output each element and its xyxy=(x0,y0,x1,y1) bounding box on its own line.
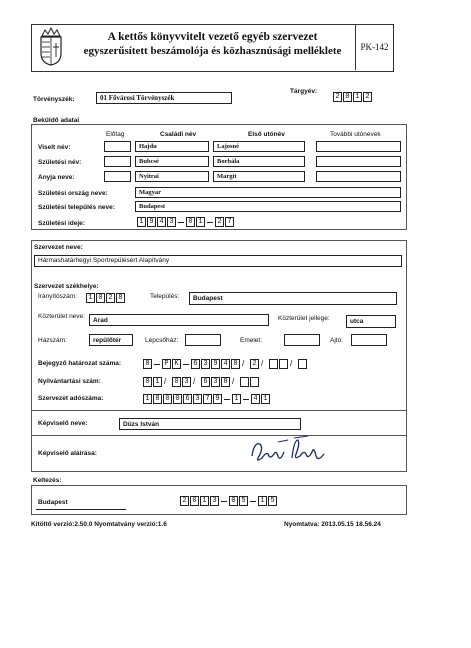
birth-name-first-field[interactable]: Borbála xyxy=(213,156,305,167)
digit-cell[interactable]: P xyxy=(162,359,171,369)
place-date-field[interactable] xyxy=(180,496,278,506)
digit-cell[interactable] xyxy=(298,359,307,369)
digit-cell[interactable]: 6 xyxy=(191,359,200,369)
digit-cell[interactable]: 6 xyxy=(201,377,210,387)
mother-name-family-field[interactable]: Nyitrai xyxy=(135,171,209,182)
tax-number-label: Szervezet adószáma: xyxy=(38,395,104,402)
birth-city-label: Születési település neve: xyxy=(38,204,115,211)
org-divider xyxy=(31,410,407,411)
street-type-field[interactable]: utca xyxy=(346,315,396,328)
worn-name-family-field[interactable]: Hajdu xyxy=(135,141,209,152)
digit-cell[interactable]: 4 xyxy=(221,359,230,369)
digit-cell[interactable]: 0 xyxy=(172,377,181,387)
digit-cell[interactable]: 3 xyxy=(167,217,176,227)
digit-cell[interactable]: 2 xyxy=(180,496,189,506)
tax-number-field[interactable] xyxy=(143,394,271,404)
stairs-label: Lépcsőház: xyxy=(145,337,179,344)
digit-cell[interactable] xyxy=(279,359,288,369)
digit-cell[interactable]: 2 xyxy=(106,293,115,303)
year-field[interactable] xyxy=(333,92,373,102)
mother-name-other-field[interactable] xyxy=(316,171,401,182)
city-field[interactable]: Budapest xyxy=(189,292,397,305)
floor-label: Emelet: xyxy=(240,337,263,344)
digit-cell[interactable]: 1 xyxy=(353,92,362,102)
digit-cell[interactable] xyxy=(250,377,259,387)
org-divider-2 xyxy=(31,435,407,436)
digit-cell[interactable]: 8 xyxy=(143,359,152,369)
digit-cell[interactable]: 3 xyxy=(210,496,219,506)
worn-name-prefix-field[interactable] xyxy=(104,141,131,152)
form-title-line-2: egyszerűsített beszámolója és közhasznúsági melléklete xyxy=(83,45,342,57)
digit-cell[interactable]: 3 xyxy=(182,377,191,387)
digit-cell[interactable]: 1 xyxy=(143,394,152,404)
representative-label: Képviselő neve: xyxy=(38,420,88,427)
digit-cell[interactable]: 9 xyxy=(147,217,156,227)
digit-cell[interactable]: 8 xyxy=(116,293,125,303)
digit-cell[interactable]: 6 xyxy=(183,394,192,404)
digit-cell[interactable]: 0 xyxy=(173,394,182,404)
birth-name-label: Születési név: xyxy=(38,159,82,166)
digit-cell[interactable]: 8 xyxy=(153,394,162,404)
digit-cell[interactable]: 0 xyxy=(229,496,238,506)
digit-cell[interactable] xyxy=(269,359,278,369)
digit-cell[interactable]: 8 xyxy=(231,359,240,369)
digit-cell[interactable]: 7 xyxy=(203,394,212,404)
birth-name-other-field[interactable] xyxy=(316,156,401,167)
digit-cell[interactable]: 7 xyxy=(225,217,234,227)
digit-cell[interactable]: 9 xyxy=(213,394,222,404)
signature-label: Képviselő aláírása: xyxy=(38,450,97,457)
col-first-header: Első utónév xyxy=(248,131,285,138)
door-field[interactable] xyxy=(351,334,387,346)
city-label: Település: xyxy=(150,293,180,300)
digit-cell[interactable]: 5 xyxy=(239,496,248,506)
representative-field[interactable]: Düzs István xyxy=(119,418,301,430)
court-label: Törvényszék: xyxy=(33,96,75,103)
org-name-field[interactable]: Hármashatárhegyi Sportrepülésért Alapítvány xyxy=(34,255,402,267)
floor-field[interactable] xyxy=(284,334,320,346)
digit-cell[interactable]: 3 xyxy=(193,394,202,404)
org-name-label: Szervezet neve: xyxy=(34,244,83,251)
digit-cell[interactable]: 2 xyxy=(333,92,342,102)
sender-section-title: Beküldő adatai xyxy=(33,117,80,124)
place-city: Budapest xyxy=(38,499,68,506)
registration-decision-label: Bejegyző határozat száma: xyxy=(38,360,122,367)
ledger-number-label: Nyilvántartási szám: xyxy=(38,378,101,385)
birth-city-field[interactable]: Budapest xyxy=(135,201,401,212)
digit-cell[interactable]: 1 xyxy=(137,217,146,227)
hungarian-coat-of-arms-icon xyxy=(36,27,66,67)
worn-name-other-field[interactable] xyxy=(316,141,401,152)
col-family-header: Családi név xyxy=(160,131,197,138)
digit-cell[interactable] xyxy=(240,377,249,387)
digit-cell[interactable]: 1 xyxy=(232,394,241,404)
mother-name-first-field[interactable]: Margit xyxy=(213,171,305,182)
digit-cell[interactable]: 4 xyxy=(157,217,166,227)
worn-name-label: Viselt név: xyxy=(38,144,71,151)
registration-decision-field[interactable] xyxy=(143,359,308,369)
place-city-underline xyxy=(36,509,126,510)
form-code: PK-142 xyxy=(355,24,393,70)
digit-cell[interactable]: 0 xyxy=(143,377,152,387)
birth-name-prefix-field[interactable] xyxy=(104,156,131,167)
digit-cell[interactable]: 0 xyxy=(186,217,195,227)
birth-date-field[interactable] xyxy=(137,217,235,227)
birth-date-label: Születési ideje: xyxy=(38,220,85,227)
place-date-label: Keltezés: xyxy=(33,477,62,484)
digit-cell[interactable]: 2 xyxy=(363,92,372,102)
court-field[interactable]: 01 Fővárosi Törvényszék xyxy=(96,92,232,104)
digit-cell[interactable]: K xyxy=(172,359,181,369)
street-type-label: Közterület jellege: xyxy=(278,315,330,322)
digit-cell[interactable]: 1 xyxy=(258,496,267,506)
digit-cell[interactable]: 0 xyxy=(343,92,352,102)
form-title-line-1: A kettős könyvvitelt vezető egyéb szervezet xyxy=(107,31,318,43)
digit-cell[interactable]: 2 xyxy=(215,217,224,227)
signature-image xyxy=(248,434,326,468)
version-info: Kitöltő verzió:2.50.0 Nyomtatvány verzió:1.6 xyxy=(31,521,167,528)
house-number-field[interactable]: repülőtér xyxy=(89,334,133,346)
organization-panel xyxy=(31,240,407,472)
digit-cell[interactable]: 5 xyxy=(268,496,277,506)
digit-cell[interactable]: 0 xyxy=(190,496,199,506)
ledger-number-field[interactable] xyxy=(143,377,260,387)
digit-cell[interactable]: 1 xyxy=(196,217,205,227)
door-label: Ajtó: xyxy=(330,337,344,344)
digit-cell[interactable]: 1 xyxy=(200,496,209,506)
stairs-field[interactable] xyxy=(185,334,221,346)
birth-country-label: Születési ország neve: xyxy=(38,190,108,197)
street-field[interactable]: Arad xyxy=(89,314,269,326)
printed-timestamp: Nyomtatva: 2013.05.15 18.56.24 xyxy=(284,521,381,528)
digit-cell[interactable]: 9 xyxy=(211,359,220,369)
street-label: Közterület neve: xyxy=(38,313,85,320)
digit-cell[interactable]: 1 xyxy=(86,293,95,303)
birth-country-field[interactable]: Magyar xyxy=(135,187,401,198)
birth-name-family-field[interactable]: Bubcsé xyxy=(135,156,209,167)
digit-cell[interactable]: 0 xyxy=(96,293,105,303)
year-label: Tárgyév: xyxy=(290,88,318,95)
mother-name-prefix-field[interactable] xyxy=(104,171,131,182)
worn-name-first-field[interactable]: Lajosné xyxy=(213,141,305,152)
digit-cell[interactable]: 3 xyxy=(211,377,220,387)
house-number-label: Házszám: xyxy=(38,337,67,344)
zip-label: Irányítószám: xyxy=(38,293,78,300)
digit-cell[interactable]: 2 xyxy=(250,359,259,369)
digit-cell[interactable]: 0 xyxy=(163,394,172,404)
digit-cell[interactable]: 3 xyxy=(201,359,210,369)
digit-cell[interactable]: 4 xyxy=(251,394,260,404)
org-seat-label: Szervezet székhelye: xyxy=(34,283,99,290)
col-prefix-header: Előtag xyxy=(106,131,125,138)
digit-cell[interactable]: 1 xyxy=(153,377,162,387)
mother-name-label: Anyja neve: xyxy=(38,174,75,181)
col-other-header: További utónevek xyxy=(330,131,381,138)
zip-field[interactable] xyxy=(86,293,126,303)
digit-cell[interactable]: 1 xyxy=(261,394,270,404)
digit-cell[interactable]: 8 xyxy=(221,377,230,387)
